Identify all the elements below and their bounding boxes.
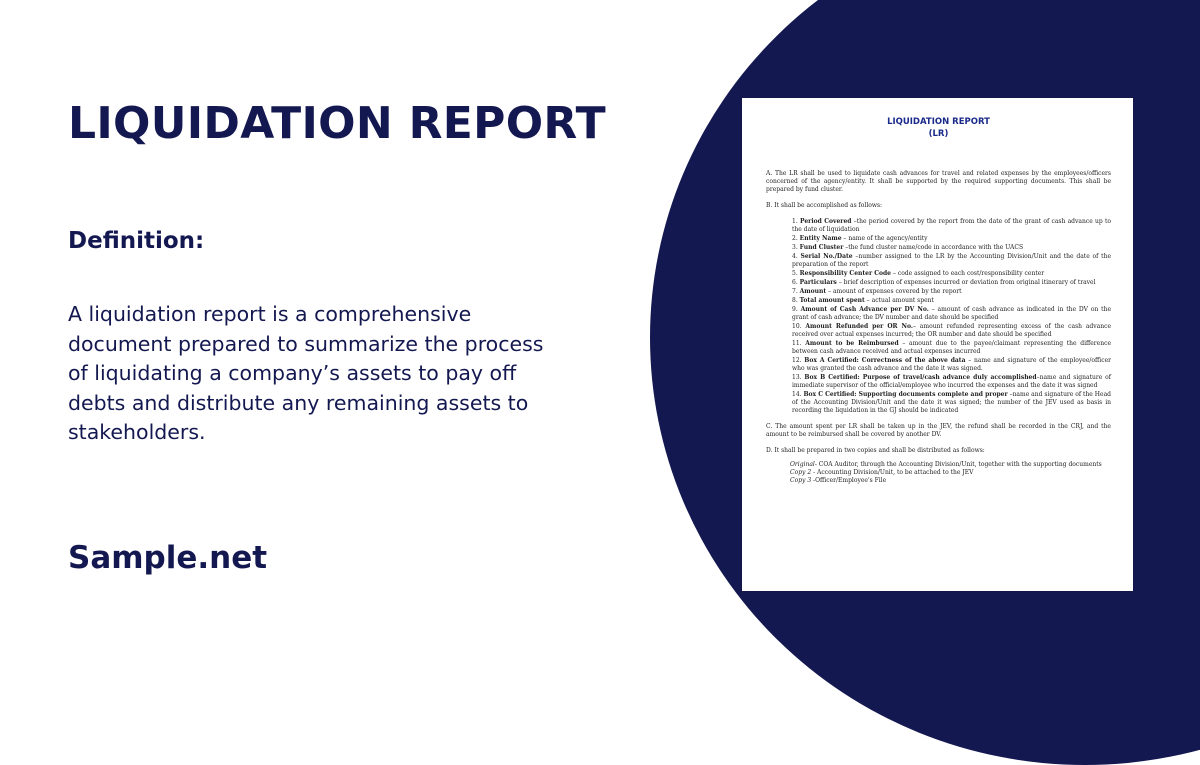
- document-item-term: Serial No./Date: [800, 253, 853, 260]
- document-item-term: Entity Name: [799, 235, 842, 242]
- document-item: [792, 374, 1111, 390]
- document-item-description: – name and signature of the employee/officer who was granted the cash advance and the date it was signed.: [792, 357, 1112, 372]
- document-item-number: 14.: [792, 391, 804, 398]
- document-preview: [742, 98, 1133, 591]
- document-item: [792, 218, 1111, 234]
- document-item-term: Box C Certified: Supporting documents complete and proper: [803, 391, 1008, 398]
- document-item-description: – amount of expenses covered by the report: [826, 288, 962, 295]
- document-item-description: – code assigned to each cost/responsibility center: [891, 270, 1045, 277]
- document-item: [792, 297, 1111, 305]
- document-item: [792, 323, 1111, 339]
- document-section-c: C. The amount spent per LR shall be taken up in the JEV, the refund shall be recorded in the CRJ, and the amount to be reimbursed shall be covered by another DV.: [766, 423, 1111, 438]
- document-item-description: –number assigned to the LR by the Accounting Division/Unit and the date of the preparation of the report: [792, 253, 1112, 268]
- document-section-b: B. It shall be accomplished as follows:: [766, 202, 883, 209]
- definition-text: A liquidation report is a comprehensive document prepared to summarize the process of liquidating a company’s assets to pay off debts and distribute any remaining assets to stakeholders.: [68, 302, 544, 444]
- document-item-number: 12.: [792, 357, 805, 364]
- document-distribution-line: [790, 477, 1111, 485]
- document-item-number: 2.: [792, 235, 800, 242]
- document-item: [792, 306, 1111, 322]
- document-subtitle: (LR): [928, 129, 949, 139]
- distribution-copy-text: -Officer/Employee's File: [811, 477, 887, 484]
- document-item-number: 5.: [792, 270, 800, 277]
- document-item: [792, 279, 1111, 287]
- document-item-term: Responsibility Center Code: [799, 270, 892, 277]
- page-title: LIQUIDATION REPORT: [68, 98, 606, 149]
- document-item-description: –the fund cluster name/code in accordance with the UACS: [843, 244, 1024, 251]
- document-item-description: – name of the agency/entity: [841, 235, 928, 242]
- document-distribution-list: [766, 461, 1111, 485]
- document-item-description: –name and signature of immediate supervisor of the official/employee who incurred the expenses and the date it was signed: [792, 374, 1111, 389]
- document-item-number: 3.: [792, 244, 800, 251]
- document-item-description: – amount due to the payee/claimant representing the difference between cash advance received and actual expenses incurred: [792, 340, 1111, 355]
- document-item-term: Box B Certified: Purpose of travel/cash advance duly accomplished: [804, 374, 1037, 381]
- document-title: LIQUIDATION REPORT: [887, 117, 990, 127]
- document-item-description: – amount refunded representing excess of the cash advance received over actual expenses incurred; the OR number and date should be specified: [792, 323, 1112, 338]
- distribution-copy-label: Copy 2: [790, 469, 812, 476]
- document-item-description: – actual amount spent: [864, 297, 934, 304]
- document-item: [792, 357, 1111, 373]
- document-section-d: D. It shall be prepared in two copies and shall be distributed as follows:: [766, 447, 985, 454]
- document-item: [792, 391, 1111, 415]
- document-distribution-line: [790, 469, 1111, 477]
- document-item-term: Total amount spent: [799, 297, 865, 304]
- distribution-copy-text: - Accounting Division/Unit, to be attached to the JEV: [811, 469, 974, 476]
- document-item: [792, 253, 1111, 269]
- document-item-list: [766, 218, 1111, 415]
- document-item-term: Amount of Cash Advance per DV No.: [800, 306, 929, 313]
- document-item-term: Period Covered: [799, 218, 852, 225]
- document-item-number: 11.: [792, 340, 806, 347]
- document-item-term: Box A Certified: Correctness of the above data: [804, 357, 966, 364]
- document-item-number: 6.: [792, 279, 800, 286]
- distribution-copy-label: Copy 3: [790, 477, 812, 484]
- document-item-description: – amount of cash advance as indicated in the DV on the grant of cash advance; the DV number and date should be specified: [792, 306, 1111, 321]
- document-item-number: 7.: [792, 288, 800, 295]
- document-item-term: Amount Refunded per OR No.: [805, 323, 913, 330]
- document-item-term: Particulars: [799, 279, 837, 286]
- document-item-number: 10.: [792, 323, 806, 330]
- document-item-term: Fund Cluster: [799, 244, 844, 251]
- document-section-a: A. The LR shall be used to liquidate cash advances for travel and related expenses by the employees/officers concerned of the agency/entity. It shall be supported by the required supporting documents. This shall be prepared by fund cluster.: [766, 170, 1111, 193]
- document-item: [792, 288, 1111, 296]
- distribution-copy-label: Original-: [790, 461, 817, 468]
- document-item-term: Amount to be Reimbursed: [805, 340, 899, 347]
- document-item-number: 13.: [792, 374, 805, 381]
- document-item-number: 8.: [792, 297, 800, 304]
- document-item: [792, 235, 1111, 243]
- document-item: [792, 244, 1111, 252]
- document-item-term: Amount: [799, 288, 827, 295]
- brand-name: Sample.net: [68, 540, 268, 576]
- document-distribution-line: [790, 461, 1111, 469]
- document-item-description: –name and signature of the Head of the Accounting Division/Unit and the date it was signed; the number of the JEV used as basis in recording the liquidation in the GJ should be indicated: [792, 391, 1111, 414]
- document-item: [792, 340, 1111, 356]
- document-item-description: – brief description of expenses incurred or deviation from original itinerary of travel: [836, 279, 1096, 286]
- document-item-number: 9.: [792, 306, 801, 313]
- document-item-number: 4.: [792, 253, 801, 260]
- distribution-copy-text: COA Auditor, through the Accounting Division/Unit, together with the supporting documents: [816, 461, 1102, 468]
- document-item: [792, 270, 1111, 278]
- document-item-number: 1.: [792, 218, 800, 225]
- document-item-description: –the period covered by the report from the date of the grant of cash advance up to the date of liquidation: [792, 218, 1111, 233]
- definition-label: Definition:: [68, 228, 205, 254]
